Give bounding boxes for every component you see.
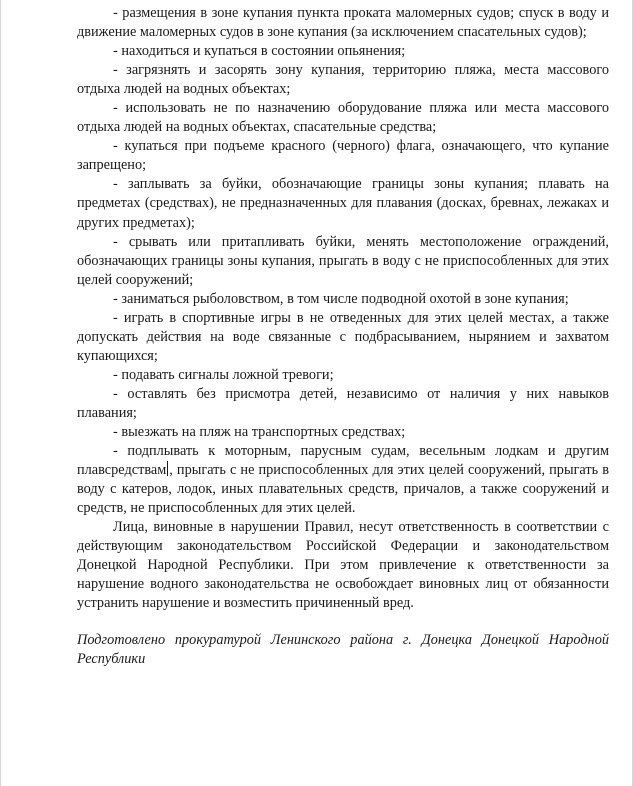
document-body [77, 4, 609, 669]
list-item: - играть в спортивные игры в не отведенных для этих целей местах, а также допускать действия на воде связанные с подбрасыванием, нырянием и захватом купающихся; [77, 309, 609, 364]
list-item: - заниматься рыболовством, в том числе подводной охотой в зоне купания; [113, 290, 569, 307]
list-item-last[interactable] [77, 442, 609, 518]
list-item: - использовать не по назначению оборудование пляжа или места массового отдыха людей на водных объектах, спасательные средства; [77, 100, 609, 136]
list-item-text-after-cursor: , прыгать с не приспособленных для этих целей сооружений, прыгать в воду с катеров, лодок, иных плавательных средств, причалов, а также сооружений и средств, не приспособленных для этих целей. [77, 462, 609, 517]
list-item: - находиться и купаться в состоянии опьянения; [113, 43, 406, 60]
list-item: - подавать сигналы ложной тревоги; [113, 366, 334, 383]
list-item: - срывать или притапливать буйки, менять местоположение ограждений, обозначающих границы зоны купания, прыгать в воду с не приспособленных для этих целей сооружений; [77, 233, 609, 288]
list-item-text-before-cursor: - подплывать к моторным, парусным судам, весельным лодкам и другим плавсредствам [77, 443, 609, 479]
list-item: - оставлять без присмотра детей, независимо от наличия у них навыков плавания; [77, 385, 609, 421]
signature-text: Подготовлено прокуратурой Ленинского района г. Донецка Донецкой Народной Республики [77, 631, 609, 667]
list-item: - размещения в зоне купания пункта проката маломерных судов; спуск в воду и движение маломерных судов в зоне купания (за исключением спасательных судов); [77, 5, 609, 41]
list-item: - выезжать на пляж на транспортных средствах; [113, 424, 406, 441]
list-item: - купаться при подъеме красного (черного) флага, означающего, что купание запрещено; [77, 138, 609, 174]
liability-paragraph: Лица, виновные в нарушении Правил, несут ответственность в соответствии с действующим законодательством Российской Федерации и законодательством Донецкой Народной Республики. При этом привлечение к ответственности за нарушение водного законодательства не освобождает виновных лиц от обязанности устранить нарушение и возместить причиненный вред. [77, 519, 609, 612]
list-item: - заплывать за буйки, обозначающие границы зоны купания; плавать на предметах (средствах), не предназначенных для плавания (досках, бревнах, лежаках и других предметах); [77, 176, 609, 231]
list-item: - загрязнять и засорять зону купания, территорию пляжа, места массового отдыха людей на водных объектах; [77, 62, 609, 98]
